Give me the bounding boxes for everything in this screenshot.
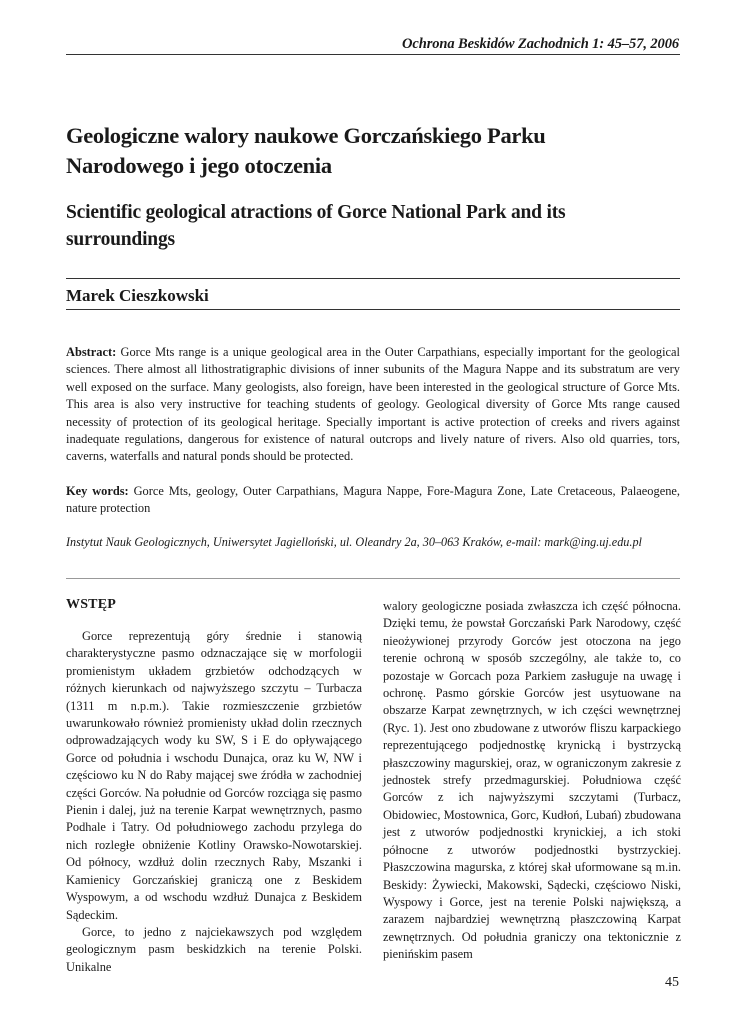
affiliation: Instytut Nauk Geologicznych, Uniwersytet Jagielloński, ul. Oleandry 2a, 30–063 Kraków, e-mail: mark@ing.uj.edu.pl [66, 535, 642, 549]
keywords-label: Key words: [66, 484, 129, 498]
title-polish: Geologiczne walory naukowe Gorczańskiego Parku Narodowego i jego otoczenia [66, 123, 546, 178]
paragraph: Gorce, to jedno z najciekawszych pod względem geologicznym pasm beskidzkich na terenie Polski. Unikalne [66, 924, 362, 974]
author-top-rule [66, 278, 680, 279]
abstract-label: Abstract: [66, 345, 117, 359]
abstract [66, 344, 680, 466]
paragraph: Gorce reprezentują góry średnie i stanowią charakterystyczne pasmo odznaczające się w morfologii promienistym układem grzbietów odchodzących w różnych kierunkach od najwyższego szczytu – Turbacza (1311 m n.p.m.). Takie rozmieszczenie grzbietów uwarunkowało również promienisty układ dolin rzecznych odprowadzających wody ku SW, S i E do opływającego Gorce od południa i wschodu Dunajca, oraz ku W, NW i częściowo ku N do Raby mającej swe źródła w zachodniej części Gorców. Na południe od Gorców rozciąga się pasmo Pienin i dalej, już na terenie Karpat wewnętrznych, pasmo Podhale i Tatry. Od południowego zachodu przylega do nich rozległe obniżenie Kotliny Orawsko-Nowotarskiej. Od północy, wzdłuż dolin rzecznych Raby, Mszanki i Kamienicy Gorczańskiej graniczą one z Beskidem Wyspowym, a od wschodu wzdłuż Dunajca z Beskidem Sądeckim. [66, 629, 362, 922]
right-column [383, 598, 681, 964]
keywords [66, 483, 680, 518]
abstract-text: Gorce Mts range is a unique geological area in the Outer Carpathians, especially important for the geological sciences. There almost all lithostratigraphic divisions of inner subunits of the Magura Nappe and its substratum are very well exposed on the surface. Many geologists, also foreign, have been interested in the geological structure of Gorce Mts. This area is also very instructive for teaching students of geology. Geological diversity of Gorce Mts range caused necessity of protection of its geological heritage. Specially important is active protection of creeks and rivers against inadequate regulations, dangerous for existence of natural outcrops and lively nature of rivers. Also old quarries, tors, caverns, waterfalls and natural ponds should be protected. [66, 345, 680, 464]
section-divider [66, 578, 680, 579]
header-rule [66, 54, 680, 55]
section-heading: WSTĘP [66, 597, 117, 612]
author-name: Marek Cieszkowski [66, 286, 209, 305]
author-bottom-rule [66, 309, 680, 310]
title-english: Scientific geological atractions of Gorce National Park and its surroundings [66, 202, 566, 250]
paragraph: walory geologiczne posiada zwłaszcza ich część północna. Dzięki temu, że powstał Gorczański Park Narodowy, część nieożywionej przyrody Gorców jest otoczona na jego terenie ochroną w sposób szczególny, ale także to, co pozostaje w Gorcach poza Parkiem zasługuje na uwagę i ochronę. Pasmo górskie Gorców jest usytuowane na obszarze Karpat zewnętrznych, w ich części wewnętrznej (Ryc. 1). Jest ono zbudowane z utworów fliszu karpackiego reprezentującego podjednostkę krynicką i bystrzycką płaszczowiny magurskiej, oraz, w ograniczonym zakresie z jednostek strefy przedmagurskiej. Południowa część Gorców z ich najwyższymi szczytami (Turbacz, Obidowiec, Mostownica, Gorc, Kudłoń, Lubań) zbudowana jest z utworów podjednostki krynickiej, a ich stoki północne z utworów podjednostki bystrzyckiej. Płaszczowina magurska, z której skał uformowane są m.in. Beskidy: Żywiecki, Makowski, Sądecki, częściowo Niski, Wyspowy i Gorce, jest na terenie Polski największą, a zarazem najbardziej wewnętrzną płaszczowiną Karpat zewnętrznych. Od południa graniczy ona tektonicznie z pienińskim pasem [383, 599, 681, 962]
journal-citation: Ochrona Beskidów Zachodnich 1: 45–57, 2006 [402, 36, 679, 52]
left-column [66, 628, 362, 976]
page-number: 45 [665, 975, 679, 990]
keywords-text: Gorce Mts, geology, Outer Carpathians, Magura Nappe, Fore-Magura Zone, Late Cretaceous, Palaeogene, nature protection [66, 484, 680, 516]
